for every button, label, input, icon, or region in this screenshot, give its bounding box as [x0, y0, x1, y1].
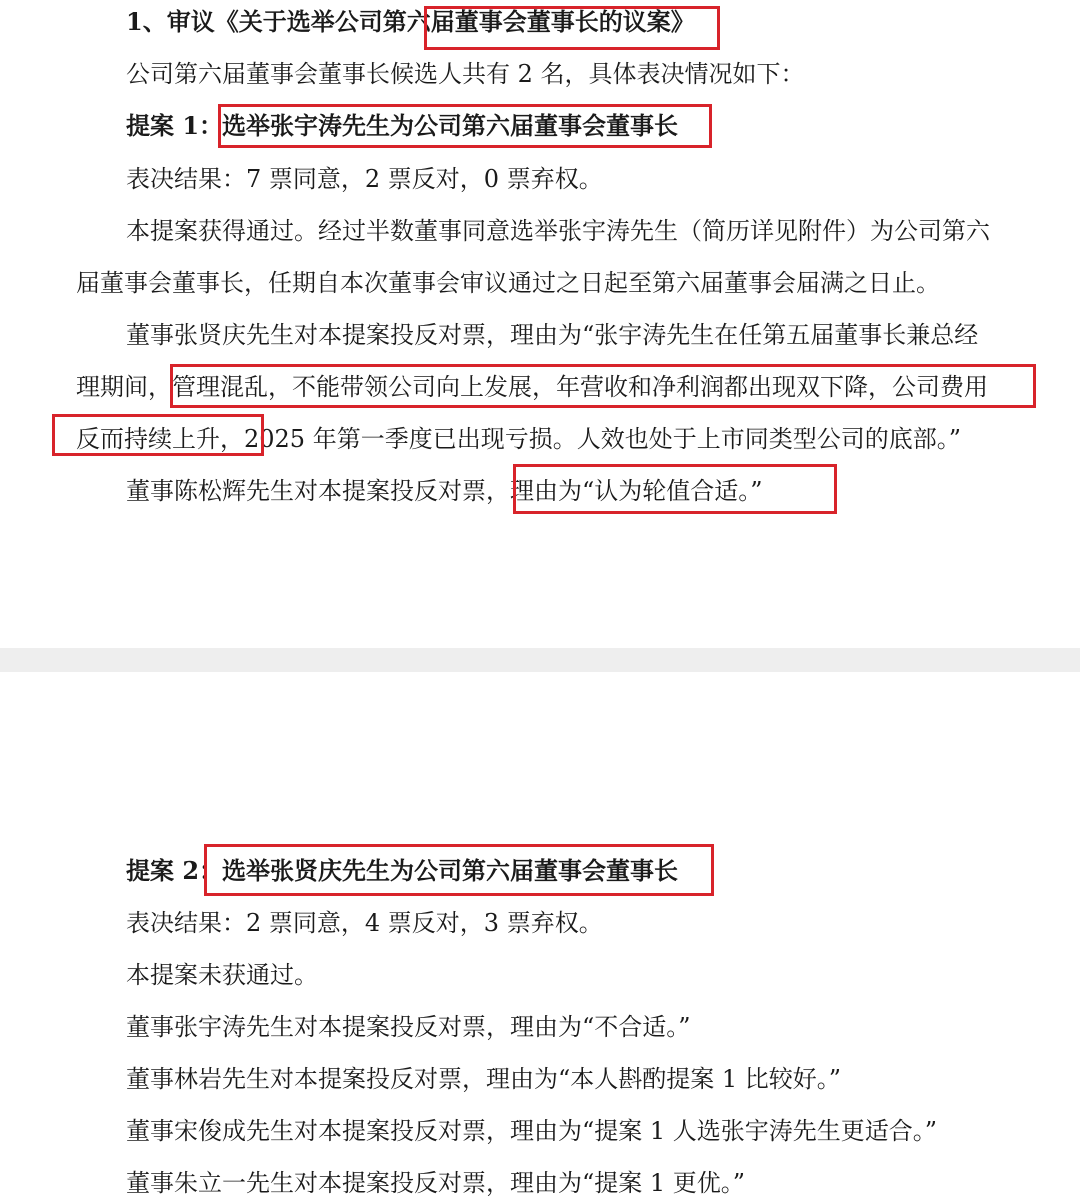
- proposal-2-title: 选举张贤庆先生为公司第六届董事会董事长: [222, 856, 678, 885]
- objection-reason-2: 董事林岩先生对本提案投反对票，理由为“本人斟酌提案 1 比较好。”: [126, 1065, 842, 1093]
- objection-reason-4: 董事朱立一先生对本提案投反对票，理由为“提案 1 更优。”: [126, 1169, 746, 1197]
- candidates-intro: 公司第六届董事会董事长候选人共有 2 名，具体表决情况如下：: [126, 60, 805, 88]
- proposal-1-vote-result: 表决结果：7 票同意，2 票反对，0 票弃权。: [126, 165, 603, 193]
- proposal-1-label: 提案 1：: [126, 111, 224, 140]
- document-page-bottom: [0, 672, 1080, 1200]
- proposal-1-outcome-line-2: 届董事会董事长，任期自本次董事会审议通过之日起至第六届董事会届满之日止。: [76, 269, 940, 297]
- objection-1-line-1: 董事张贤庆先生对本提案投反对票，理由为“张宇涛先生在任第五届董事长兼总经: [126, 321, 979, 349]
- page-separator: [0, 648, 1080, 672]
- objection-1-line-2: 理期间，管理混乱，不能带领公司向上发展，年营收和净利润都出现双下降，公司费用: [76, 373, 988, 401]
- objection-reason-3: 董事宋俊成先生对本提案投反对票，理由为“提案 1 人选张宇涛先生更适合。”: [126, 1117, 938, 1145]
- objection-1-line-3: 反而持续上升，2025 年第一季度已出现亏损。人效也处于上市同类型公司的底部。”: [76, 425, 961, 453]
- proposal-1-outcome-line-1: 本提案获得通过。经过半数董事同意选举张宇涛先生（简历详见附件）为公司第六: [126, 217, 990, 245]
- objection-2: 董事陈松辉先生对本提案投反对票，理由为“认为轮值合适。”: [126, 477, 763, 505]
- proposal-2-outcome: 本提案未获通过。: [126, 961, 318, 989]
- motion-heading: 1、审议《关于选举公司第六届董事会董事长的议案》: [126, 7, 695, 36]
- proposal-2-label: 提案 2：: [126, 856, 224, 885]
- proposal-1-title: 选举张宇涛先生为公司第六届董事会董事长: [222, 111, 678, 140]
- objection-reason-1: 董事张宇涛先生对本提案投反对票，理由为“不合适。”: [126, 1013, 691, 1041]
- proposal-2-vote-result: 表决结果：2 票同意，4 票反对，3 票弃权。: [126, 909, 603, 937]
